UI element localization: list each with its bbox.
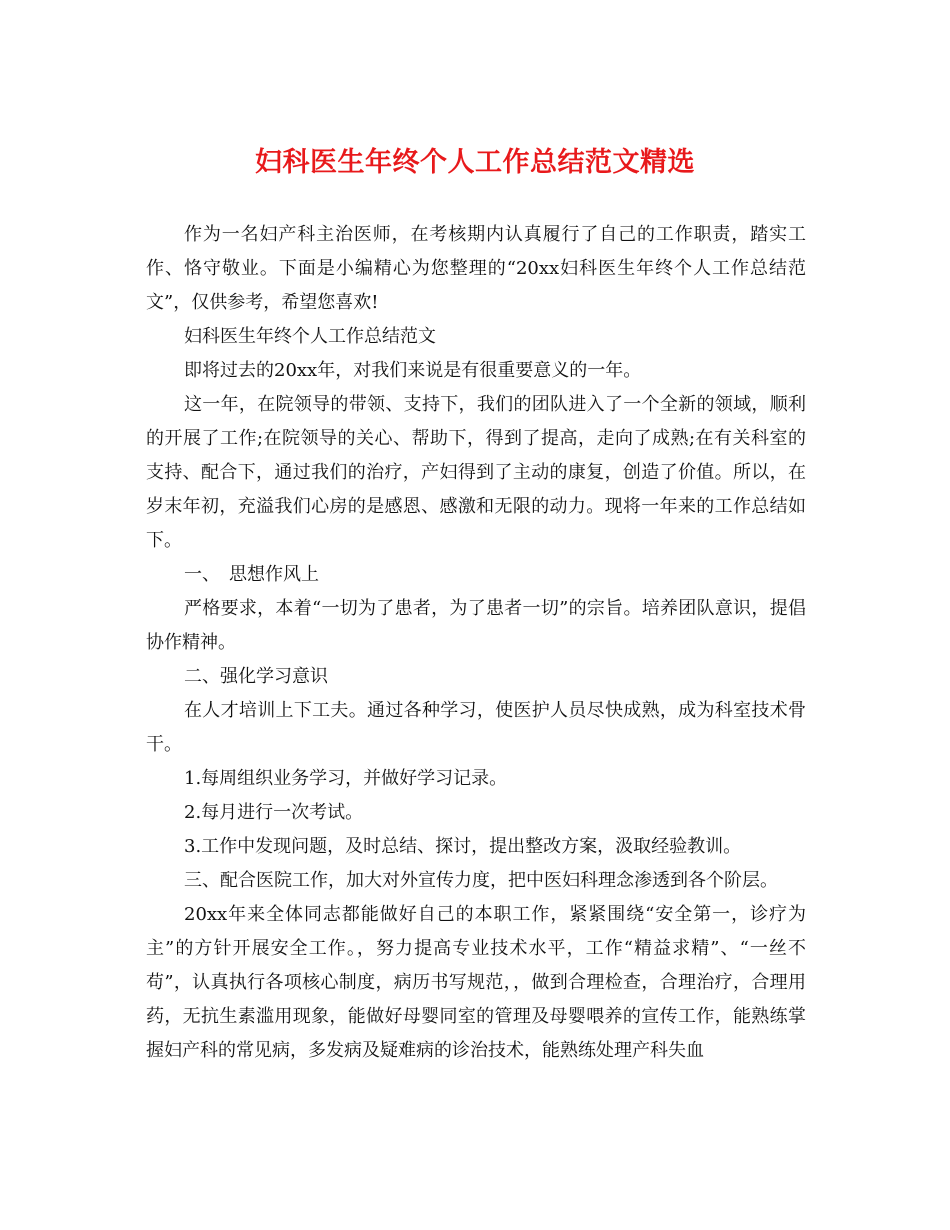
body-paragraph: 严格要求，本着“一切为了患者，为了患者一切”的宗旨。培养团队意识，提倡协作精神。 <box>146 598 806 653</box>
body-paragraph: 在人才培训上下工夫。通过各种学习，使医护人员尽快成熟，成为科室技术骨干。 <box>146 700 806 755</box>
document-title: 妇科医生年终个人工作总结范文精选 <box>255 147 695 178</box>
section-heading: 二、强化学习意识 <box>184 666 328 687</box>
list-item: 1.每周组织业务学习，并做好学习记录。 <box>184 768 508 789</box>
body-paragraph: 20xx年来全体同志都能做好自己的本职工作，紧紧围绕“安全第一，诊疗为主”的方针开展安全工作。，努力提高专业技术水平，工作“精益求精”、“一丝不苟”，认真执行各项核心制度，病历书写规范，，做到合理检查，合理治疗，合理用药，无抗生素滥用现象，能做好母婴同室的管理及母婴喂养的宣传工作，能熟练掌握妇产科的常见病，多发病及疑难病的诊治技术，能熟练处理产科失血 <box>146 904 806 1061</box>
subtitle-paragraph: 妇科医生年终个人工作总结范文 <box>184 326 436 347</box>
intro-paragraph: 作为一名妇产科主治医师，在考核期内认真履行了自己的工作职责，踏实工作、恪守敬业。下面是小编精心为您整理的“20xx妇科医生年终个人工作总结范文”，仅供参考，希望您喜欢! <box>146 224 806 313</box>
body-paragraph: 即将过去的20xx年，对我们来说是有很重要意义的一年。 <box>184 360 642 381</box>
document-body <box>146 218 806 1068</box>
list-item: 3.工作中发现问题，及时总结、探讨，提出整改方案，汲取经验教训。 <box>184 836 742 857</box>
body-paragraph: 这一年，在院领导的带领、支持下，我们的团队进入了一个全新的领域，顺利的开展了工作;在院领导的关心、帮助下，得到了提高，走向了成熟;在有关科室的支持、配合下，通过我们的治疗，产妇得到了主动的康复，创造了价值。所以，在岁末年初，充溢我们心房的是感恩、感激和无限的动力。现将一年来的工作总结如下。 <box>146 394 806 551</box>
section-heading: 三、配合医院工作，加大对外宣传力度，把中医妇科理念渗透到各个阶层。 <box>184 870 778 891</box>
section-heading: 一、 思想作风上 <box>184 564 319 585</box>
list-item: 2.每月进行一次考试。 <box>184 802 364 823</box>
